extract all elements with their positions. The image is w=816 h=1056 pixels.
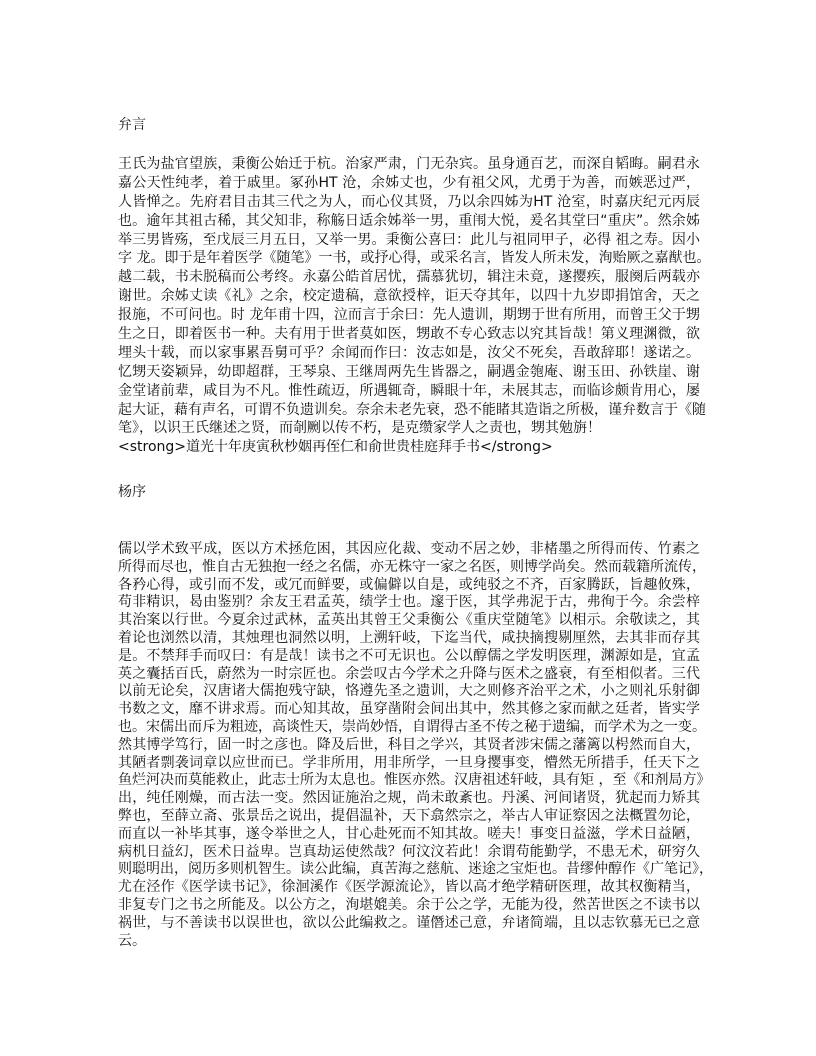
text-line: 儒以学术致平成，医以方术拯危困，其因应化裁、变动不居之妙，非楮墨之所得而传、竹素之 <box>118 541 700 557</box>
text-line: 然其博学笃行，固一时之彦也。降及后世，科目之学兴，其贤者涉宋儒之藩篱以枵然而自大， <box>118 736 700 753</box>
text-line: 其治案以行世。今夏余过武林，孟英出其曾王父秉衡公《重庆堂随笔》以相示。余敬读之，其 <box>118 612 700 629</box>
text-line: 忆甥天姿颖异，幼即超群，王琴泉、王继周两先生皆器之，嗣遇金匏庵、谢玉田、孙铁崖、谢 <box>118 363 700 380</box>
text-line: 起大证，藉有声名，可谓不负遗训矣。奈余未老先衰，恐不能睹其造诣之所极，谨弁数言于《随 <box>118 401 706 418</box>
text-line: 祸世，与不善读书以误世也，欲以公此编救之。谨僭述己意，弁诸简端，且以志钦慕无已之意 <box>118 914 700 931</box>
text-line: 谢世。余姊丈读《礼》之余，校定遗稿，意欲授梓，讵天夺其年，以四十九岁即捐馆舍，天之 <box>118 288 700 305</box>
text-line: 嘉公天性纯孝，着于戚里。冢孙HT 沧，余姊丈也，少有祖父风，尤勇于为善，而嫉恶过严， <box>118 174 700 191</box>
text-line: 埋头十载，而以家事累吾舅可乎？余闻而作曰：汝志如是，汝父不死矣，吾敢辞耶！遂诺之。 <box>118 344 700 361</box>
text-line: 病机日益幻，医术日益卑。岂真劫运使然哉？何汶汶若此！余谓苟能勤学，不患无术，研穷久 <box>118 843 700 860</box>
text-line: 而直以一补毕其事，遂令举世之人，甘心赴死而不知其故。嗟夫！事变日益滋，学术日益陋， <box>118 825 700 842</box>
text-line: 苟非精识，曷由鉴别？余友王君孟英，绩学士也。邃于医，其学弗泥于古，弗徇于今。余尝梓 <box>118 594 700 611</box>
text-line: 越二载，书未脱稿而公考终。永嘉公皓首居忧，孺慕犹切，辑注未竟，遂撄疾，服阕后两载亦 <box>118 269 700 286</box>
text-line: 英之囊括百氏，蔚然为一时宗匠也。余尝叹古今学术之升降与医术之盛衰，有至相似者。三代 <box>118 665 700 682</box>
text-line: 也。逾年其祖古稀，其父知非，称觞日适余姊举一男，重闱大悦，爰名其堂曰“重庆”。然余姊 <box>118 212 700 229</box>
text-line: 弊也，至薛立斋、张景岳之说出，提倡温补，天下翕然宗之，举古人审证察因之法概置勿论， <box>118 807 700 824</box>
text-line: 其陋者剽袭词章以应世而已。学非所用，用非所学，一旦身撄事变，懵然无所措手，任天下之 <box>118 754 700 771</box>
text-line: 金堂诸前辈，咸目为不凡。惟性疏迈，所遇辄奇，瞬眼十年，未展其志，而临诊颇肯用心，屡 <box>118 382 700 399</box>
text-line: 鱼烂河决而莫能救止，此志士所为太息也。惟医亦然。汉唐祖述轩岐，具有矩 ，至《和剂局方》 <box>118 772 711 789</box>
section-title-yang-preface: 杨序 <box>118 484 146 500</box>
section-title-preface: 弁言 <box>118 117 146 133</box>
text-line: 云。 <box>118 932 146 949</box>
text-line: 也。宋儒出而斥为粗迹，高谈性天，崇尚妙悟，自谓得古圣不传之秘于遗编，而学术为之一变。 <box>118 718 706 735</box>
text-line: 尤在泾作《医学读书记》，徐洄溪作《医学源流论》，皆以高才绝学精研医理，故其权衡精当， <box>118 879 700 896</box>
text-line: 非复专门之书之所能及。以公方之，洵堪媲美。余于公之学，无能为役，然苦世医之不读书以 <box>118 896 700 913</box>
text-line: 以前无论矣，汉唐诸大儒抱残守缺，恪遵先圣之遗训，大之则修齐治平之术，小之则礼乐射御 <box>118 683 700 700</box>
text-line: <strong>道光十年庚寅秋杪姻再侄仁和俞世贵桂庭拜手书</strong> <box>118 439 553 456</box>
text-line: 人皆惮之。先府君目击其三代之为人，而心仪其贤，乃以余四姊为HT 沧室，时嘉庆纪元丙辰 <box>118 193 700 210</box>
yang-preface-paragraph <box>118 541 713 950</box>
text-line: 报施，不可问也。时 龙年甫十四，泣而言于余曰：先人遗训，期甥于世有所用，而曾王父于甥 <box>118 307 700 324</box>
text-line: 所得而尽也，惟自古无独抱一经之名儒，亦无株守一家之名医，则博学尚矣。然而载籍所流传， <box>118 558 706 575</box>
text-line: 字 龙。即于是年着医学《随笔》一书，或抒心得，或采名言，皆发人所未发，洵贻厥之嘉猷也。 <box>118 250 711 267</box>
preface-paragraph <box>118 155 711 457</box>
text-line: 生之日，即着医书一种。夫有用于世者莫如医，甥敢不专心致志以究其旨哉！第义理渊微，欲 <box>118 326 700 343</box>
text-line: 举三男皆殇，至戊辰三月五日，又举一男。秉衡公喜曰：此儿与祖同甲子，必得 祖之寿。因小 <box>118 231 700 248</box>
text-line: 是。不禁拜手而叹曰：有是哉！读书之不可无识也。公以醇儒之学发明医理，渊源如是，宜孟 <box>118 647 700 664</box>
text-line: 笔》，以识王氏继述之贤，而剞劂以传不朽，是克缵家学人之责也，甥其勉旃！ <box>118 420 601 437</box>
text-line: 书数之文，靡不讲求焉。而心知其故，虽穿凿附会间出其中，然其修之家而献之廷者，皆实学 <box>118 701 700 718</box>
text-line: 着论也浏然以清，其烛理也洞然以明，上溯轩岐，下迄当代，咸抉摘搜剔厘然，去其非而存其 <box>118 629 700 646</box>
text-line: 王氏为盐官望族，秉衡公始迁于杭。治家严肃，门无杂宾。虽身通百艺，而深自韬晦。嗣君永 <box>118 156 700 172</box>
text-line: 则聪明出，阅历多则机智生。读公此编，真苦海之慈航、迷途之宝炬也。昔缪仲醇作《广笔记》， <box>118 861 713 878</box>
text-line: 各矜心得，或引而不发，或冗而鲜要，或偏僻以自是，或纯驳之不齐，百家腾跃，旨趣攸殊， <box>118 576 700 593</box>
text-line: 出，纯任刚燥，而古法一变。然因证施治之规，尚未敢紊也。丹溪、河间诸贤，犹起而力矫其 <box>118 790 700 807</box>
